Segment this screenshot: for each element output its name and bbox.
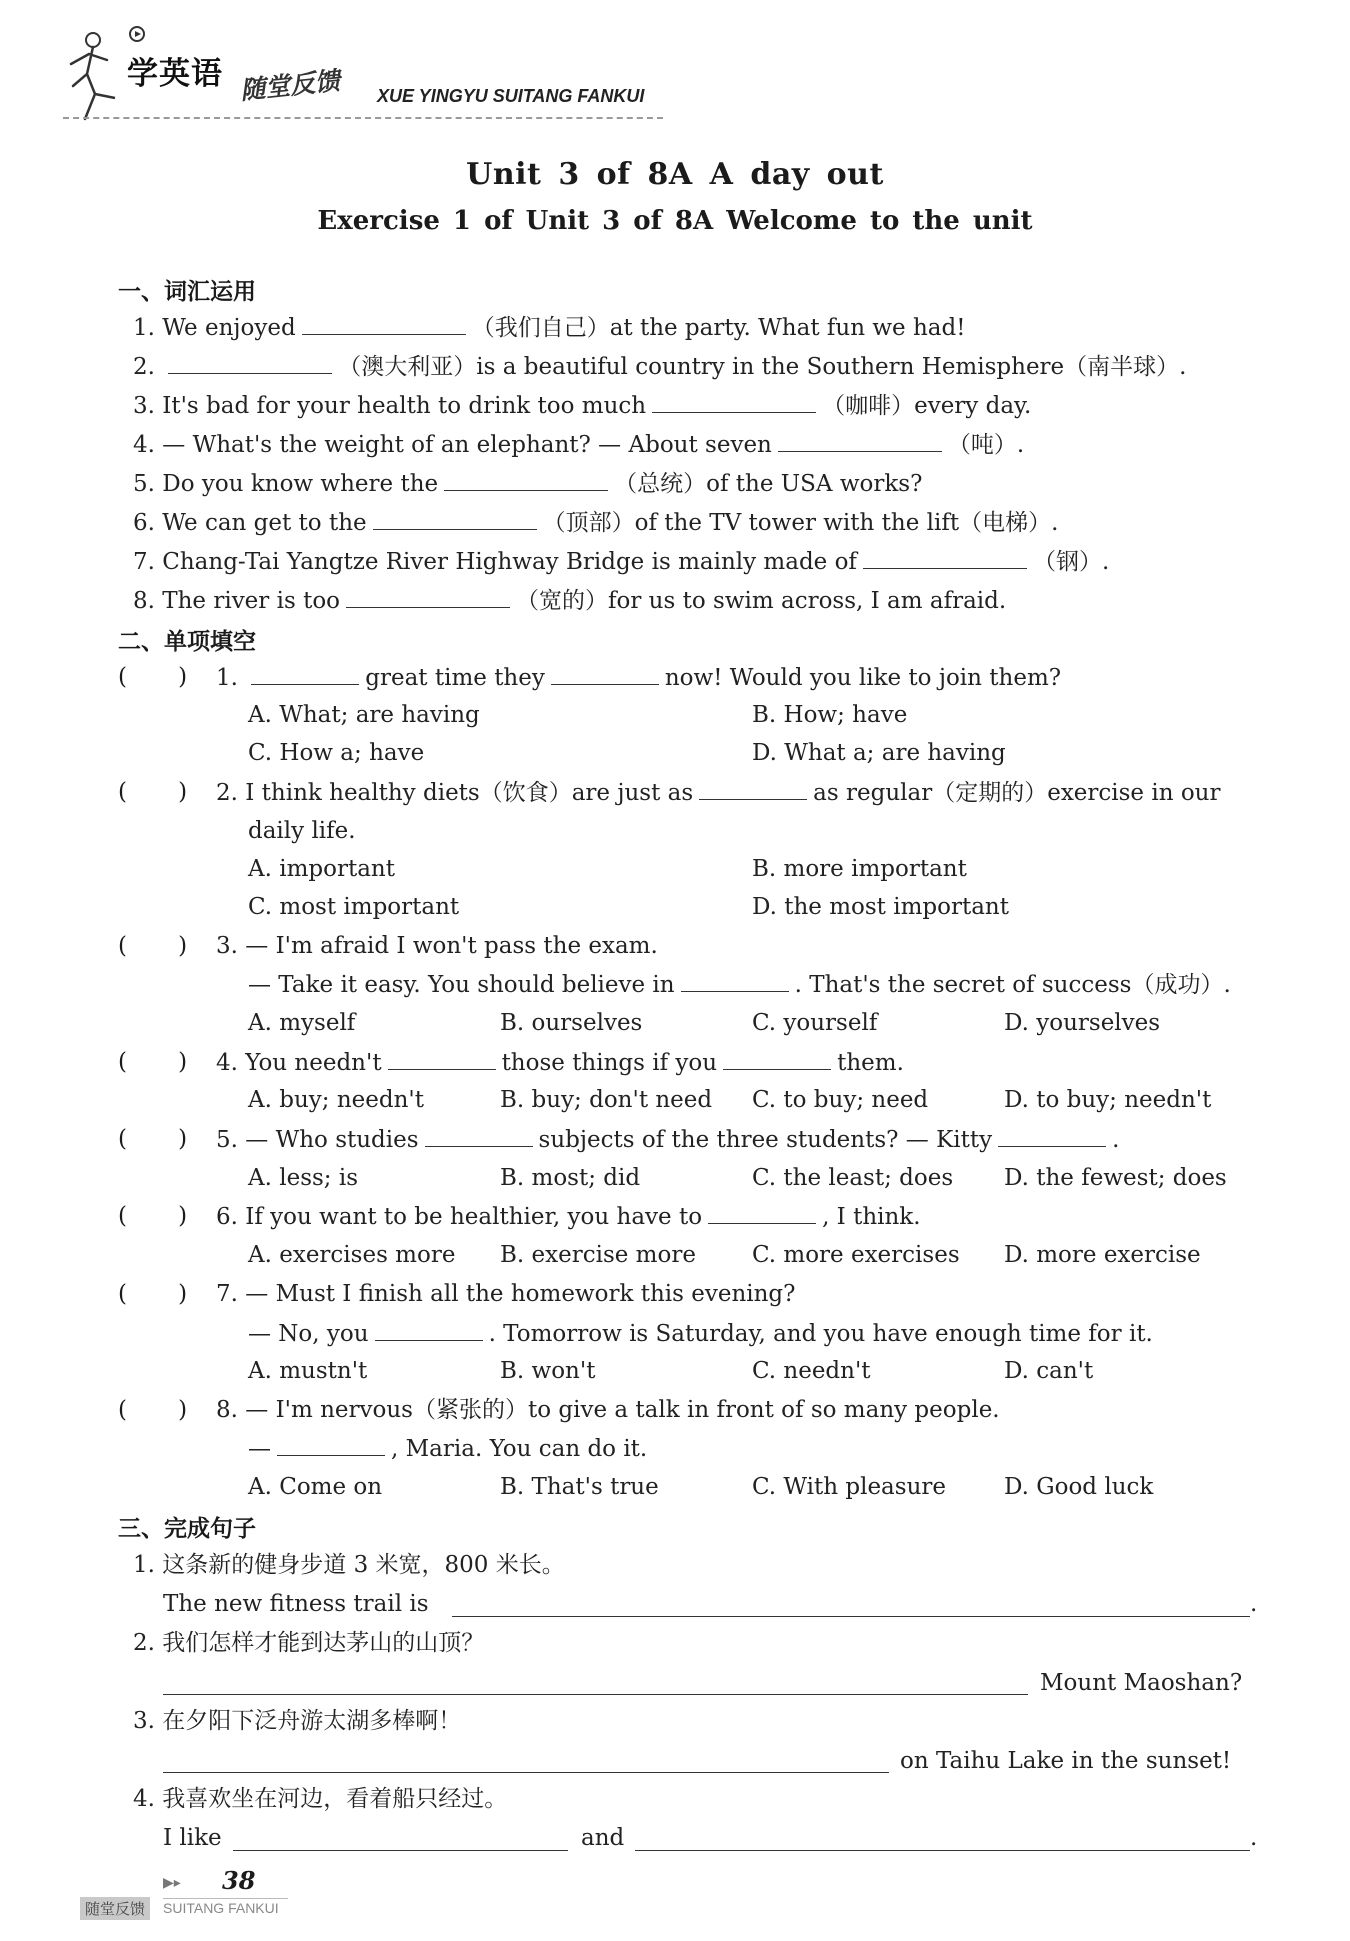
question-text: — Who studies (245, 1127, 419, 1153)
section3-heading: 三、完成句子 (118, 1516, 256, 1542)
item-text: （我们自己）at the party. What fun we had! (471, 315, 966, 341)
mc-question (216, 931, 658, 961)
item-number: 1. (133, 1552, 155, 1578)
page-number: 38 (222, 1866, 256, 1895)
question-number: 8. (216, 1397, 238, 1423)
answer-blank[interactable] (346, 585, 510, 608)
answer-bracket[interactable]: ( ) (118, 1126, 188, 1152)
item-number: 5. (133, 471, 155, 497)
item-number: 3. (133, 393, 155, 419)
answer-blank[interactable] (652, 390, 816, 413)
answer-blank[interactable] (251, 662, 359, 685)
item-text: （钢）. (1032, 549, 1110, 575)
page-arrow-icon: ▶▸ (163, 1875, 181, 1891)
answer-bracket[interactable]: ( ) (118, 933, 188, 959)
question-number: 4. (216, 1050, 238, 1076)
item-number: 4. (133, 432, 155, 458)
mc-question (216, 777, 1221, 808)
answer-blank[interactable] (699, 777, 807, 800)
question-number: 1. (216, 665, 238, 691)
option-c[interactable]: C. more exercises (752, 1242, 960, 1268)
answer-blank[interactable] (681, 969, 789, 992)
option-a[interactable]: A. less; is (248, 1165, 359, 1191)
mc-question (216, 1047, 904, 1078)
item-text: Do you know where the (162, 471, 439, 497)
question-text: — (248, 1436, 271, 1462)
section2-heading: 二、单项填空 (118, 629, 256, 655)
vocab-item (133, 390, 1031, 421)
item-text: The river is too (162, 588, 341, 614)
option-d[interactable]: D. the fewest; does (1004, 1165, 1227, 1191)
option-b[interactable]: B. most; did (500, 1165, 641, 1191)
logo-subtitle: 随堂反馈 (238, 65, 342, 106)
question-text: You needn't (245, 1050, 382, 1076)
option-a[interactable]: A. important (248, 856, 395, 882)
answer-blank[interactable] (168, 351, 332, 374)
logo-pinyin: XUE YINGYU SUITANG FANKUI (377, 86, 645, 106)
translation-item (133, 1706, 461, 1736)
question-text: I think healthy diets（饮食）are just as (245, 780, 694, 806)
page-header (55, 22, 695, 132)
item-number: 7. (133, 549, 155, 575)
answer-bracket[interactable]: ( ) (118, 779, 188, 805)
question-number: 7. (216, 1281, 238, 1307)
header-divider (63, 117, 663, 119)
answer-blank[interactable] (373, 507, 537, 530)
answer-line[interactable] (635, 1850, 1250, 1851)
option-b[interactable]: B. How; have (752, 702, 908, 728)
option-c[interactable]: C. the least; does (752, 1165, 954, 1191)
chinese-prompt: 在夕阳下泛舟游太湖多棒啊！ (162, 1708, 462, 1734)
page-subtitle: Exercise 1 of Unit 3 of 8A Welcome to the unit (317, 206, 1033, 236)
page-title: Unit 3 of 8A A day out (466, 157, 884, 192)
option-b[interactable]: B. more important (752, 856, 967, 882)
item-text: （咖啡）every day. (822, 393, 1032, 419)
item-text: We can get to the (162, 510, 367, 536)
question-text: , I think. (822, 1204, 921, 1230)
question-text: . That's the secret of success（成功）. (794, 972, 1231, 998)
item-text: （澳大利亚）is a beautiful country in the Southern Hemisphere（南半球）. (338, 354, 1187, 380)
item-text: （宽的）for us to swim across, I am afraid. (516, 588, 1007, 614)
item-number: 6. (133, 510, 155, 536)
item-text: We enjoyed (162, 315, 296, 341)
section1-heading: 一、词汇运用 (118, 279, 256, 305)
footer-divider (163, 1898, 288, 1899)
translation-item (133, 1628, 484, 1658)
answer-bracket[interactable]: ( ) (118, 1281, 188, 1307)
option-b[interactable]: B. ourselves (500, 1010, 643, 1036)
option-a[interactable]: A. mustn't (248, 1358, 368, 1384)
option-d[interactable]: D. the most important (752, 894, 1009, 920)
answer-bracket[interactable]: ( ) (118, 1049, 188, 1075)
chinese-prompt: 我们怎样才能到达茅山的山顶？ (162, 1630, 485, 1656)
english-prefix: I like (163, 1825, 222, 1851)
chinese-prompt: 我喜欢坐在河边，看着船只经过。 (162, 1786, 508, 1812)
question-text: — I'm afraid I won't pass the exam. (245, 933, 658, 959)
vocab-item (133, 585, 1006, 616)
answer-line[interactable] (452, 1616, 1250, 1617)
answer-line[interactable] (233, 1850, 568, 1851)
question-text: — Take it easy. You should believe in (248, 972, 675, 998)
question-text: — I'm nervous（紧张的）to give a talk in front of so many people. (245, 1397, 1000, 1423)
question-number: 5. (216, 1127, 238, 1153)
answer-blank[interactable] (998, 1124, 1106, 1147)
sentence-end: . (1250, 1591, 1258, 1617)
item-number: 3. (133, 1708, 155, 1734)
answer-bracket[interactable]: ( ) (118, 1397, 188, 1423)
english-conjunction: and (581, 1825, 625, 1851)
answer-line[interactable] (163, 1694, 1028, 1695)
option-c[interactable]: C. yourself (752, 1010, 878, 1036)
vocab-item (133, 429, 1024, 460)
question-text: — Must I finish all the homework this evening? (245, 1281, 796, 1307)
question-text: great time they (365, 665, 545, 691)
item-text: （顶部）of the TV tower with the lift（电梯）. (542, 510, 1059, 536)
vocab-item (133, 351, 1186, 382)
answer-blank[interactable] (444, 468, 608, 491)
footer-pinyin: SUITANG FANKUI (163, 1900, 279, 1916)
option-d[interactable]: D. to buy; needn't (1004, 1087, 1212, 1113)
question-text: If you want to be healthier, you have to (245, 1204, 703, 1230)
option-d[interactable]: D. Good luck (1004, 1474, 1154, 1500)
option-a[interactable]: A. myself (248, 1010, 356, 1036)
mc-question (216, 1279, 795, 1309)
option-d[interactable]: D. What a; are having (752, 740, 1006, 766)
answer-bracket[interactable]: ( ) (118, 1203, 188, 1229)
vocab-item (133, 507, 1058, 538)
option-a[interactable]: A. buy; needn't (248, 1087, 424, 1113)
option-c[interactable]: C. needn't (752, 1358, 871, 1384)
vocab-item (133, 312, 965, 343)
option-a[interactable]: A. exercises more (248, 1242, 456, 1268)
question-continuation (248, 969, 1231, 1000)
chinese-prompt: 这条新的健身步道 3 米宽，800 米长。 (162, 1552, 565, 1578)
translation-item (133, 1784, 507, 1814)
english-prefix: The new fitness trail is (163, 1591, 429, 1617)
option-c[interactable]: C. How a; have (248, 740, 425, 766)
option-b[interactable]: B. That's true (500, 1474, 659, 1500)
question-text: . Tomorrow is Saturday, and you have enough time for it. (488, 1321, 1153, 1347)
sentence-end: . (1250, 1825, 1258, 1851)
answer-blank[interactable] (778, 429, 942, 452)
english-suffix: Mount Maoshan? (1040, 1670, 1243, 1696)
answer-blank[interactable] (302, 312, 466, 335)
mc-question (216, 1124, 1119, 1155)
footer-badge: 随堂反馈 (80, 1897, 150, 1920)
answer-bracket[interactable]: ( ) (118, 664, 188, 690)
translation-item (133, 1550, 565, 1580)
answer-blank[interactable] (551, 662, 659, 685)
vocab-item (133, 546, 1109, 577)
question-text: them. (837, 1050, 904, 1076)
logo-title: 学英语 (127, 56, 223, 92)
mc-question (216, 1201, 921, 1232)
option-d[interactable]: D. can't (1004, 1358, 1094, 1384)
option-b[interactable]: B. exercise more (500, 1242, 696, 1268)
answer-blank[interactable] (388, 1047, 496, 1070)
question-number: 2. (216, 780, 238, 806)
item-number: 2. (133, 354, 155, 380)
question-text: those things if you (501, 1050, 718, 1076)
item-text: （总统）of the USA works? (614, 471, 923, 497)
option-b[interactable]: B. buy; don't need (500, 1087, 713, 1113)
answer-blank[interactable] (708, 1201, 816, 1224)
item-text: — What's the weight of an elephant? — About seven (162, 432, 772, 458)
question-text: as regular（定期的）exercise in our (813, 780, 1221, 806)
item-number: 2. (133, 1630, 155, 1656)
question-text: subjects of the three students? — Kitty (538, 1127, 993, 1153)
vocab-item (133, 468, 922, 499)
option-a[interactable]: A. Come on (248, 1474, 383, 1500)
item-number: 1. (133, 315, 155, 341)
question-continuation (248, 1433, 647, 1464)
item-text: Chang-Tai Yangtze River Highway Bridge is mainly made of (162, 549, 857, 575)
item-text: （吨）. (947, 432, 1025, 458)
answer-blank[interactable] (425, 1124, 533, 1147)
option-b[interactable]: B. won't (500, 1358, 596, 1384)
option-c[interactable]: C. With pleasure (752, 1474, 946, 1500)
item-number: 8. (133, 588, 155, 614)
question-text: , Maria. You can do it. (391, 1436, 648, 1462)
option-c[interactable]: C. to buy; need (752, 1087, 929, 1113)
question-continuation (248, 1318, 1153, 1349)
option-d[interactable]: D. more exercise (1004, 1242, 1201, 1268)
answer-line[interactable] (163, 1772, 889, 1773)
option-d[interactable]: D. yourselves (1004, 1010, 1161, 1036)
mc-question (216, 662, 1061, 693)
item-number: 4. (133, 1786, 155, 1812)
question-continuation: daily life. (248, 818, 356, 844)
question-text: . (1112, 1127, 1120, 1153)
answer-blank[interactable] (277, 1433, 385, 1456)
answer-blank[interactable] (375, 1318, 483, 1341)
item-text: It's bad for your health to drink too much (162, 393, 647, 419)
question-number: 3. (216, 933, 238, 959)
answer-blank[interactable] (723, 1047, 831, 1070)
english-suffix: on Taihu Lake in the sunset! (900, 1748, 1232, 1774)
answer-blank[interactable] (863, 546, 1027, 569)
option-c[interactable]: C. most important (248, 894, 460, 920)
option-a[interactable]: A. What; are having (248, 702, 480, 728)
mc-question (216, 1395, 1000, 1425)
question-text: now! Would you like to join them? (664, 665, 1062, 691)
question-text: — No, you (248, 1321, 369, 1347)
question-number: 6. (216, 1204, 238, 1230)
